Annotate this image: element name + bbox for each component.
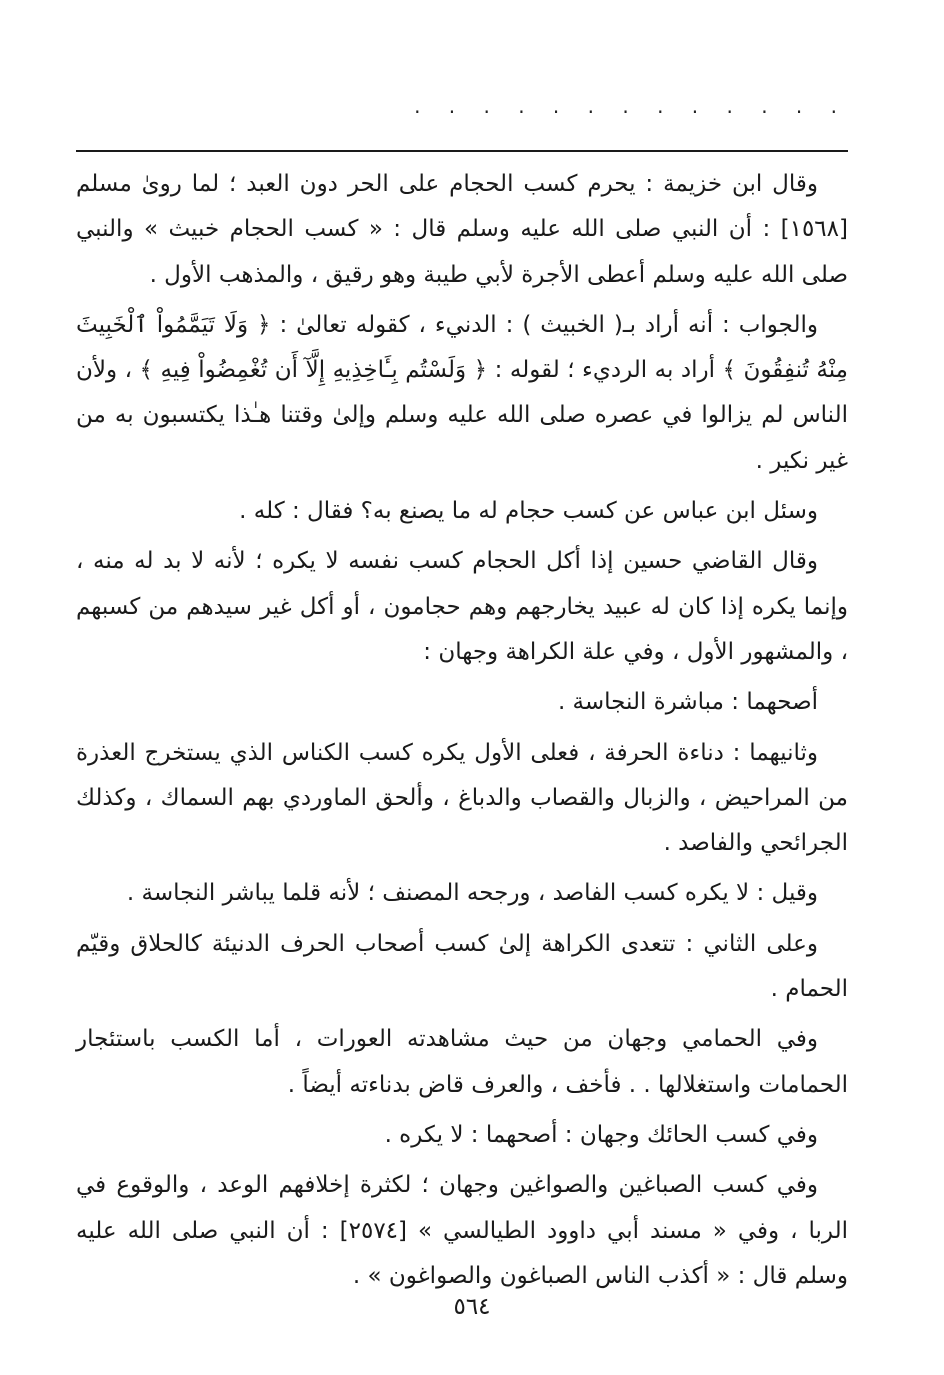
header-rule xyxy=(76,150,848,152)
header-dots: · · · · · · · · · · · · · xyxy=(414,100,848,124)
paragraph-fasid: وقيل : لا يكره كسب الفاصد ، ورجحه المصنف ؛ لأنه قلما يباشر النجاسة . xyxy=(126,880,818,907)
paragraph-lowly-crafts: وعلى الثاني : تتعدى الكراهة إلىٰ كسب أصحاب الحرف الدنيئة كالحلاق وقيّم الحمام . xyxy=(76,930,848,1003)
paragraph-weaver: وفي كسب الحائك وجهان : أصحهما : لا يكره . xyxy=(384,1121,818,1148)
paragraph-ibn-khuzaymah: وقال ابن خزيمة : يحرم كسب الحجام على الحر دون العبد ؛ لما روىٰ مسلم [١٥٦٨] : أن النبي صلى الله عليه وسلم قال : « كسب الحجام خبيث » والنبي صلى الله عليه وسلم أعطى الأجرة لأبي طيبة وهو رقيق ، والمذهب الأول . xyxy=(76,171,848,288)
paragraph-ibn-abbas: وسئل ابن عباس عن كسب حجام له ما يصنع به؟ فقال : كله . xyxy=(239,498,818,525)
paragraph-answer: والجواب : أنه أراد بـ( الخبيث ) : الدنيء ، كقوله تعالىٰ : ﴿ وَلَا تَيَمَّمُواْ ٱلْخَبِيثَ مِنْهُ تُنفِقُونَ ﴾ أراد به الرديء ؛ لقوله : ﴿ وَلَسْتُم بِـَٔاخِذِيهِ إِلَّآ أَن تُغْمِضُواْ فِيهِ ﴾ ، ولأن الناس لم يزالوا في عصره صلى الله عليه وسلم وإلىٰ وقتنا هـٰذا يكتسبون به من غير نكير . xyxy=(76,311,848,474)
paragraph-qadi-husayn: وقال القاضي حسين إذا أكل الحجام كسب نفسه لا يكره ؛ لأنه لا بد له منه ، وإنما يكره إذا كان له عبيد يخارجهم وهم حجامون ، أو أكل غير سيدهم من كسبهم ، والمشهور الأول ، وفي علة الكراهة وجهان : xyxy=(76,548,848,665)
paragraph-first-reason: أصحهما : مباشرة النجاسة . xyxy=(557,689,818,716)
body-text xyxy=(76,162,848,1304)
paragraph-dyers-goldsmiths: وفي كسب الصباغين والصواغين وجهان ؛ لكثرة إخلافهم الوعد ، والوقوع في الربا ، وفي « مسند أبي داوود الطيالسي » [٢٥٧٤] : أن النبي صلى الله عليه وسلم قال : « أكذب الناس الصباغون والصواغون » . xyxy=(76,1172,849,1289)
paragraph-second-reason: وثانيهما : دناءة الحرفة ، فعلى الأول يكره كسب الكناس الذي يستخرج العذرة من المراحيض ، والزبال والقصاب والدباغ ، وألحق الماوردي بهم السماك ، وكذلك الجرائحي والفاصد . xyxy=(76,739,848,857)
paragraph-bath-attendant: وفي الحمامي وجهان من حيث مشاهدته العورات ، أما الكسب باستئجار الحمامات واستغلالها . . فأخف ، والعرف قاض بدناءته أيضاً . xyxy=(76,1026,848,1098)
page-number: ٥٦٤ xyxy=(453,1294,491,1320)
